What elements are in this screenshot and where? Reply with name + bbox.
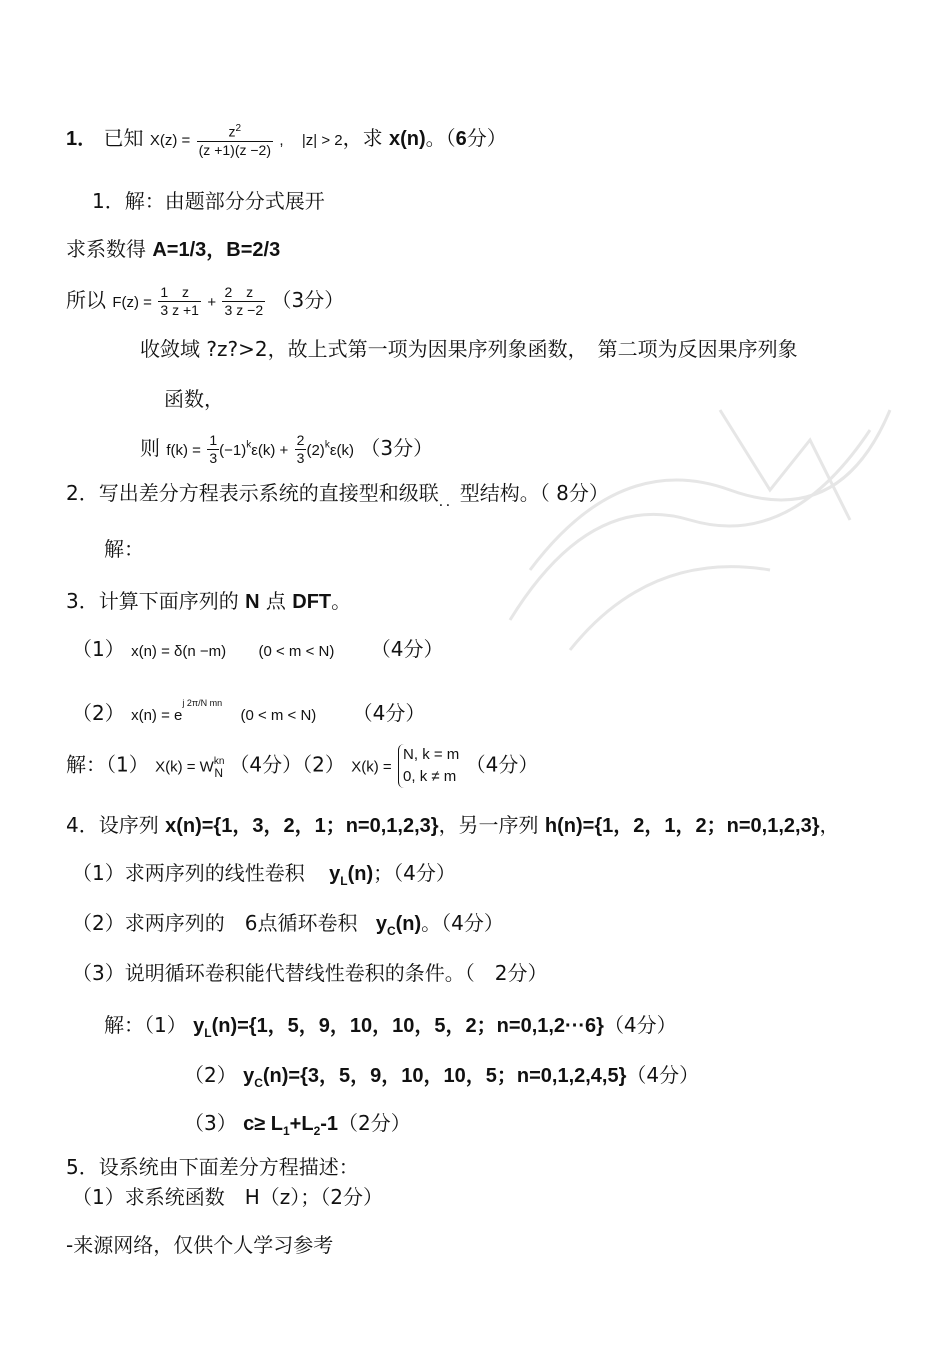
s1-line6-pre: 则	[140, 436, 160, 460]
s1-plus: +	[207, 294, 217, 311]
q4-line	[66, 812, 839, 839]
s1-score3: （3分）	[271, 288, 345, 312]
q4-a3-mid: +L	[289, 1113, 314, 1135]
q4-pre: 4．设序列	[66, 813, 159, 837]
q4-a3-end: -1	[320, 1113, 339, 1135]
s1-fk-mid3: (2)	[306, 442, 325, 459]
q4-part1	[72, 860, 456, 894]
q3-case2: 0, k ≠ m	[403, 768, 457, 785]
q4-answer3	[184, 1110, 411, 1144]
q4-p2-y: y	[375, 913, 387, 935]
q4-answer1	[104, 1012, 677, 1046]
q1-score-num: 6	[455, 127, 467, 150]
q2-dots: ．．	[438, 494, 460, 510]
s1-frac2: $\frac{z}{z +1}$	[172, 284, 199, 318]
s1-line1: 1．解：由题部分分式展开	[92, 189, 325, 213]
q5-line1: 5．设系统由下面差分方程描述：	[66, 1155, 359, 1179]
q4-seq2: h(n)={1，2，1，2；n=0,1,2,3}	[544, 815, 820, 837]
q3-n: N	[245, 591, 260, 613]
q1-score-unit: 分）	[466, 125, 507, 150]
q3-piecewise	[398, 744, 459, 788]
q1-tail-pre: ，求	[342, 125, 383, 150]
q4-a1-val: (n)={1，5，9，10，10，5，2；n=0,1,2···6}	[211, 1015, 604, 1037]
q4-a2-val: (n)={3，5，9，10，10，5；n=0,1,2,4,5}	[262, 1065, 627, 1087]
q2-text2: 型结构。（ 8分）	[459, 481, 609, 505]
s1-line2	[66, 236, 280, 263]
q2-solve: 解：	[104, 537, 144, 561]
q1-comma: ,	[279, 131, 284, 149]
s1-frac1: $\frac{1}{3}$	[160, 284, 169, 318]
q4-p2-n: (n)	[395, 913, 422, 935]
q4-a3-sub1: 1	[282, 1124, 290, 1138]
q1-lhs: X(z) =	[149, 131, 191, 149]
q3-part2	[72, 690, 425, 729]
q3-ans-label: 解：（1）	[66, 752, 149, 777]
s1-f-lhs: F(z) =	[112, 294, 152, 311]
q4-a2-label: （2）	[184, 1063, 237, 1087]
q1-fraction	[197, 120, 273, 159]
q1-number: 1．	[66, 127, 98, 150]
q3-p2-score: （4分）	[352, 701, 426, 725]
q4-part3: （3）说明循环卷积能代替线性卷积的条件。（ 2分）	[72, 961, 548, 985]
q4-p1-score: ；（4分）	[373, 861, 456, 885]
q2-line	[66, 480, 609, 515]
s1-fk-frac2: $\frac{2}{3}$	[296, 432, 305, 466]
q1-line	[66, 120, 507, 159]
q3-part1	[72, 636, 443, 665]
q4-a3-label: （3）	[184, 1111, 237, 1135]
q3-p2-expr: x(n) = e	[131, 707, 183, 724]
q3-mid: 点	[265, 589, 286, 613]
q2-text: 2．写出差分方程表示系统的直接型和级联	[66, 481, 439, 505]
q3-p2-label: （2）	[72, 701, 125, 725]
q4-p1: （1）求两序列的线性卷积	[72, 861, 305, 885]
q3-line	[66, 588, 351, 615]
q3-pre: 3．计算下面序列的	[66, 589, 239, 613]
q4-p1-y: y	[329, 863, 341, 885]
s1-fk-sup1: k	[246, 439, 252, 451]
q4-a1-label: 解：（1）	[104, 1013, 187, 1037]
s1-line6	[140, 432, 433, 467]
q3-answer	[66, 744, 538, 788]
q4-part2	[72, 910, 504, 944]
s1-frac3: $\frac{2}{3}$	[224, 284, 233, 318]
q1-tail-post: 。（	[425, 125, 456, 150]
q3-ans1-sup: kn	[213, 755, 225, 767]
s1-fk-sup2: k	[324, 439, 330, 451]
q4-answer2	[184, 1062, 699, 1096]
q1-known: 已知	[103, 125, 144, 150]
q3-p1-cond: (0 < m < N)	[258, 643, 335, 660]
q4-seq1: x(n)={1，3，2，1；n=0,1,2,3}	[165, 815, 439, 837]
q3-p1-score: （4分）	[370, 637, 444, 661]
q4-a3: c≥ L	[243, 1113, 283, 1135]
q3-ans1: X(k) = W	[155, 758, 214, 776]
q5-line2: （1）求系统函数 H（z）；（2分）	[72, 1185, 383, 1209]
s1-fk-lhs: f(k) =	[166, 442, 201, 459]
s1-line2-pre: 求系数得	[66, 237, 146, 261]
s1-coefficients: A=1/3，B=2/3	[152, 239, 281, 261]
s1-fk-mid1: (−1)	[219, 442, 247, 459]
q4-a3-score: （2分）	[338, 1111, 411, 1135]
s1-frac4: $\frac{z}{z -2}$	[236, 284, 264, 318]
q4-p2-score: 。（4分）	[421, 911, 504, 935]
q3-p2-cond: (0 < m < N)	[240, 707, 317, 724]
q4-a2-score: （4分）	[626, 1063, 700, 1087]
q1-frac-num-sup: 2	[235, 123, 242, 134]
q3-p2-exp: j 2π/N mn	[182, 698, 223, 708]
q1-tail-bold: x(n)	[388, 127, 426, 150]
q4-end: ，	[819, 813, 840, 837]
s1-score-b: （3分）	[360, 436, 434, 460]
q4-a1-sub: L	[204, 1026, 212, 1040]
q3-p1-label: （1）	[72, 637, 125, 661]
s1-fk-mid2: ε(k) +	[251, 442, 289, 459]
q4-a1-score: （4分）	[603, 1013, 677, 1037]
q3-case1: N, k = m	[403, 746, 460, 763]
q3-end: 。	[331, 589, 352, 613]
q1-condition: |z| > 2	[301, 131, 343, 149]
q4-a2-sub: C	[254, 1076, 263, 1090]
q4-p1-n: (n)	[347, 863, 374, 885]
q1-frac-num: z	[228, 123, 236, 140]
q3-ans2: X(k) =	[351, 758, 392, 776]
s1-line3	[66, 284, 344, 319]
s1-line3-pre: 所以	[66, 288, 106, 312]
q3-dft: DFT	[292, 591, 332, 613]
s1-fk-mid4: ε(k)	[329, 442, 354, 459]
q3-ans1-score: （4分）（2）	[229, 752, 345, 777]
footer-note: -来源网络，仅供个人学习参考	[66, 1233, 334, 1257]
watermark	[470, 370, 910, 670]
q3-ans1-sub: N	[214, 765, 224, 780]
q3-ans2-score: （4分）	[465, 752, 539, 777]
q1-frac-den: (z +1)(z −2)	[198, 141, 271, 158]
q3-p1-expr: x(n) = δ(n −m)	[131, 643, 227, 660]
q4-p2-sub: C	[386, 924, 396, 938]
s1-fk-frac1: $\frac{1}{3}$	[209, 432, 218, 466]
q4-p2: （2）求两序列的 6点循环卷积	[72, 911, 358, 935]
q4-a2-y: y	[243, 1065, 255, 1087]
s1-line5: 函数，	[164, 387, 224, 411]
s1-line4: 收敛域 ?z?>2，故上式第一项为因果序列象函数， 第二项为反因果序列象	[140, 337, 798, 361]
q4-a1-y: y	[193, 1015, 205, 1037]
q4-mid: ，另一序列	[438, 813, 539, 837]
q4-a3-sub2: 2	[313, 1124, 321, 1138]
q4-p1-sub: L	[340, 874, 348, 888]
